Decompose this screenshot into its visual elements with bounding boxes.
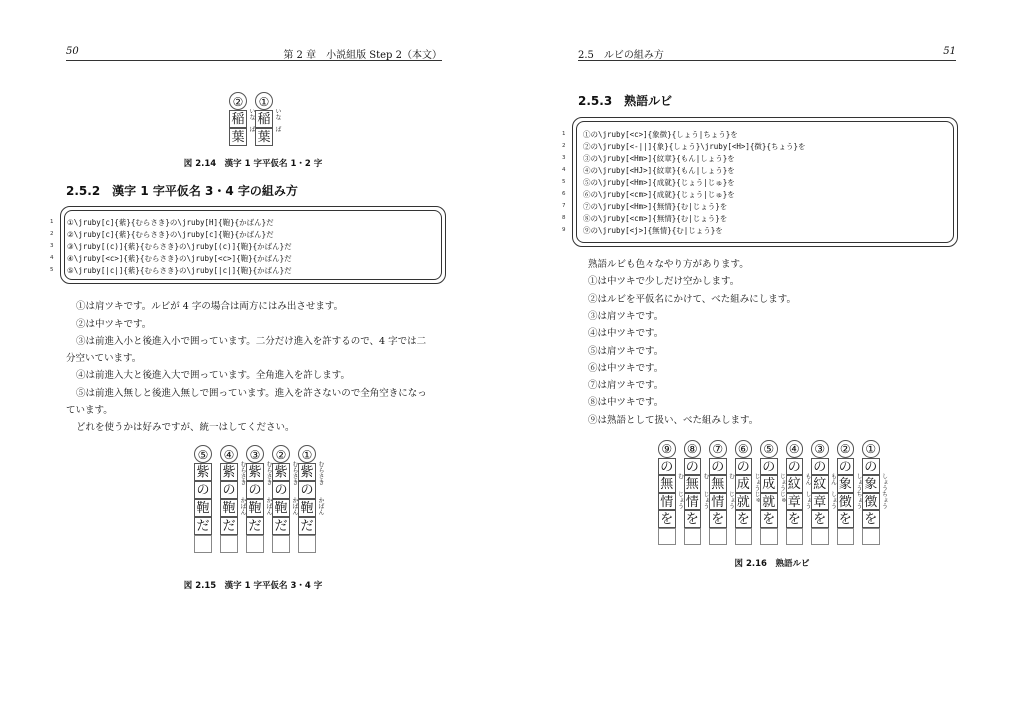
kanji-cell: 無 xyxy=(709,475,727,493)
kanji-cell: 章 xyxy=(786,493,804,511)
empty-cell xyxy=(709,528,727,546)
ruby-text: いな xyxy=(274,108,281,120)
section-heading: 2.5.2 漢字 1 字平仮名 3・4 字の組み方 xyxy=(66,184,298,198)
code-listing xyxy=(562,117,958,247)
body-text-line: ①は肩ツキです。ルビが 4 字の場合は両方にはみ出させます。 xyxy=(76,301,344,312)
circled-number: ⑧ xyxy=(684,440,702,458)
ruby-text: ちょう xyxy=(855,490,862,509)
kanji-cell: を xyxy=(862,510,880,528)
ruby-text: む xyxy=(727,473,735,479)
empty-cell xyxy=(684,528,702,546)
kanji-cell: の xyxy=(194,481,212,499)
running-head xyxy=(66,44,442,61)
figure-2-15 xyxy=(194,445,324,567)
section-running-title: 2.5 ルビの組み方 xyxy=(578,50,664,61)
code-line: ④の\jruby[<HJ>]{紋章}{もん|しょう}を xyxy=(583,166,735,175)
kanji-cell: の xyxy=(786,458,804,476)
body-text-line: 分空いています。 xyxy=(66,353,142,364)
circled-number: ① xyxy=(862,440,880,458)
kanji-cell: 徴 xyxy=(862,493,880,511)
line-number: 4 xyxy=(562,167,566,173)
code-line: ③の\jruby[<Hm>]{紋章}{もん|しょう}を xyxy=(583,154,735,163)
ruby-text: ば xyxy=(248,126,255,132)
figure-2-16 xyxy=(658,440,894,545)
figure-caption: 図 2.14 漢字 1 字平仮名 1・2 字 xyxy=(183,159,323,169)
ruby-text: む xyxy=(676,473,684,479)
kanji-cell: 鞄 xyxy=(298,499,316,517)
body-text-line: ています。 xyxy=(66,405,113,416)
circled-number: ⑥ xyxy=(735,440,753,458)
kanji-cell: 鞄 xyxy=(272,499,290,517)
body-text-line: ③は前進入小と後進入小で囲っています。二分だけ進入を許するので、4 字では二 xyxy=(76,336,427,347)
empty-cell xyxy=(246,535,264,553)
kanji-cell: 紫 xyxy=(194,463,212,481)
code-line: ①\jruby[c]{紫}{むらさき}の\jruby[H]{鞄}{かばん}だ xyxy=(67,218,274,227)
kanji-cell: 稲 xyxy=(255,110,273,128)
ruby-text: むらさき xyxy=(265,461,272,485)
kanji-cell: の xyxy=(298,481,316,499)
kanji-cell: の xyxy=(760,458,778,476)
circled-number: ⑨ xyxy=(658,440,676,458)
line-number: 1 xyxy=(50,219,54,225)
kanji-cell: の xyxy=(272,481,290,499)
circled-number: ① xyxy=(255,92,273,110)
circled-number: ⑤ xyxy=(760,440,778,458)
line-number: 7 xyxy=(562,203,566,209)
line-number: 2 xyxy=(562,143,566,149)
body-text-line: ⑥は中ツキです。 xyxy=(588,363,664,374)
kanji-cell: を xyxy=(735,510,753,528)
body-text-line: ②はルビを平仮名にかけて、べた組みにします。 xyxy=(588,294,797,305)
kanji-cell: 成 xyxy=(760,475,778,493)
ruby-text: しょう xyxy=(855,473,862,491)
kanji-cell: 就 xyxy=(735,493,753,511)
page-right xyxy=(512,0,1024,718)
empty-cell xyxy=(735,528,753,546)
kanji-cell: 紫 xyxy=(220,463,238,481)
kanji-cell: 稲 xyxy=(229,110,247,128)
ruby-text: もん xyxy=(829,473,837,485)
kanji-cell: 成 xyxy=(735,475,753,493)
circled-number: ② xyxy=(229,92,247,110)
ruby-text: じゅ xyxy=(778,490,786,503)
kanji-cell: 就 xyxy=(760,493,778,511)
kanji-cell: 象 xyxy=(837,475,855,493)
kanji-cell: だ xyxy=(194,517,212,535)
body-text-line: 熟語ルビも色々なやり方があります。 xyxy=(588,259,749,270)
figure-caption: 図 2.16 熟語ルビ xyxy=(734,559,810,569)
body-text-line: ⑨は熟語として扱い、べた組みします。 xyxy=(588,415,759,426)
kanji-cell: 徴 xyxy=(837,493,855,511)
ruby-text: じょう xyxy=(753,473,760,491)
ruby-text: かばん xyxy=(239,497,246,515)
kanji-cell: を xyxy=(684,510,702,528)
code-listing xyxy=(50,206,446,284)
kanji-cell: 情 xyxy=(684,493,702,511)
body-text-line: ⑦は肩ツキです。 xyxy=(588,380,664,391)
code-line: ⑧の\jruby[<cm>]{無情}{む|じょう}を xyxy=(583,214,728,223)
ruby-text: もん xyxy=(804,473,811,485)
ruby-text: かばん xyxy=(265,497,272,515)
ruby-text: かばん xyxy=(291,497,298,515)
body-text-line: ②は中ツキです。 xyxy=(76,319,152,330)
empty-cell xyxy=(811,528,829,546)
kanji-cell: 葉 xyxy=(255,128,273,146)
code-line: ⑦の\jruby[<Hm>]{無情}{む|じょう}を xyxy=(583,202,728,211)
body-text-line: どれを使うかは好みですが、統一はしてください。 xyxy=(76,422,295,433)
body-text-line: ①は中ツキで少しだけ空かします。 xyxy=(588,276,740,287)
code-line: ①の\jruby[<c>]{象徴}{しょう|ちょう}を xyxy=(583,130,738,139)
kanji-cell: だ xyxy=(298,517,316,535)
section-heading: 2.5.3 熟語ルビ xyxy=(578,94,673,108)
circled-number: ② xyxy=(272,445,290,463)
kanji-cell: の xyxy=(735,458,753,476)
empty-cell xyxy=(272,535,290,553)
ruby-text: しょう xyxy=(880,473,888,491)
ruby-text: ば xyxy=(274,126,281,132)
code-line: ④\jruby[<c>]{紫}{むらさき}の\jruby[<c>]{鞄}{かばん}だ xyxy=(67,254,292,263)
kanji-cell: 紋 xyxy=(811,475,829,493)
body-text-line: ③は肩ツキです。 xyxy=(588,311,664,322)
body-text-line: ⑧は中ツキです。 xyxy=(588,397,664,408)
kanji-cell: 鞄 xyxy=(246,499,264,517)
line-number: 9 xyxy=(562,227,566,233)
kanji-cell: を xyxy=(760,510,778,528)
kanji-cell: 紫 xyxy=(272,463,290,481)
kanji-cell: の xyxy=(862,458,880,476)
empty-cell xyxy=(194,535,212,553)
figure-caption: 図 2.15 漢字 1 字平仮名 3・4 字 xyxy=(183,581,323,591)
line-number: 1 xyxy=(562,131,566,137)
kanji-cell: の xyxy=(684,458,702,476)
kanji-cell: 鞄 xyxy=(220,499,238,517)
empty-cell xyxy=(862,528,880,546)
ruby-text: むらさき xyxy=(317,461,324,485)
kanji-cell: を xyxy=(658,510,676,528)
kanji-cell: 象 xyxy=(862,475,880,493)
circled-number: ④ xyxy=(220,445,238,463)
ruby-text: じょう xyxy=(778,473,786,491)
body-text-line: ④は前進入大と後進入大で囲っています。全角進入を許します。 xyxy=(76,370,350,381)
line-number: 8 xyxy=(562,215,566,221)
figure-2-14 xyxy=(229,92,281,148)
kanji-cell: 無 xyxy=(684,475,702,493)
kanji-cell: だ xyxy=(246,517,264,535)
page-number: 51 xyxy=(943,46,956,57)
kanji-cell: 無 xyxy=(658,475,676,493)
ruby-text: じょう xyxy=(727,490,735,509)
kanji-cell: の xyxy=(837,458,855,476)
ruby-text: しょう xyxy=(829,490,837,509)
empty-cell xyxy=(760,528,778,546)
ruby-text: じゅ xyxy=(753,490,760,503)
kanji-cell: 紫 xyxy=(246,463,264,481)
code-line: ⑤\jruby[|c|]{紫}{むらさき}の\jruby[|c|]{鞄}{かばん}だ xyxy=(67,266,292,275)
code-line: ②の\jruby[<-||]{象}{しょう}\jruby[<H>]{徴}{ちょう}を xyxy=(583,142,806,151)
kanji-cell: だ xyxy=(272,517,290,535)
ruby-text: むらさき xyxy=(239,461,246,485)
ruby-text: じょう xyxy=(676,490,684,509)
line-number: 5 xyxy=(562,179,566,185)
circled-number: ② xyxy=(837,440,855,458)
ruby-text: しょう xyxy=(804,490,811,509)
page-number: 50 xyxy=(66,46,79,57)
line-number: 2 xyxy=(50,231,54,237)
body-text-line: ④は中ツキです。 xyxy=(588,328,664,339)
code-line: ⑥の\jruby[<cm>]{成就}{じょう|じゅ}を xyxy=(583,190,735,199)
ruby-text: じょう xyxy=(702,490,709,509)
kanji-cell: 情 xyxy=(658,493,676,511)
code-line: ②\jruby[c]{紫}{むらさき}の\jruby[c]{鞄}{かばん}だ xyxy=(67,230,274,239)
circled-number: ③ xyxy=(246,445,264,463)
empty-cell xyxy=(786,528,804,546)
ruby-text: ちょう xyxy=(880,490,888,509)
kanji-cell: 章 xyxy=(811,493,829,511)
body-text-line: ⑤は肩ツキです。 xyxy=(588,346,664,357)
kanji-cell: の xyxy=(658,458,676,476)
kanji-cell: 紫 xyxy=(298,463,316,481)
code-line: ③\jruby[(c)]{紫}{むらさき}の\jruby[(c)]{鞄}{かばん}だ xyxy=(67,242,292,251)
kanji-cell: 紋 xyxy=(786,475,804,493)
line-number: 3 xyxy=(562,155,566,161)
empty-cell xyxy=(220,535,238,553)
kanji-cell: の xyxy=(246,481,264,499)
running-head xyxy=(578,44,956,61)
kanji-cell: を xyxy=(709,510,727,528)
kanji-cell: を xyxy=(837,510,855,528)
line-number: 3 xyxy=(50,243,54,249)
circled-number: ① xyxy=(298,445,316,463)
circled-number: ④ xyxy=(786,440,804,458)
circled-number: ⑤ xyxy=(194,445,212,463)
code-line: ⑨の\jruby[<j>]{無情}{む|じょう}を xyxy=(583,226,723,235)
ruby-text: かばん xyxy=(317,497,324,515)
ruby-text: むらさき xyxy=(291,461,298,485)
circled-number: ⑦ xyxy=(709,440,727,458)
kanji-cell: 情 xyxy=(709,493,727,511)
kanji-cell: 鞄 xyxy=(194,499,212,517)
kanji-cell: を xyxy=(786,510,804,528)
line-number: 5 xyxy=(50,267,54,273)
kanji-cell: の xyxy=(220,481,238,499)
body-text-line: ⑤は前進入無しと後進入無しで囲っています。進入を許さないので全角空きになっ xyxy=(76,388,427,399)
line-number: 6 xyxy=(562,191,566,197)
kanji-cell: 葉 xyxy=(229,128,247,146)
empty-cell xyxy=(837,528,855,546)
ruby-text: いな xyxy=(248,108,255,120)
empty-cell xyxy=(658,528,676,546)
line-number: 4 xyxy=(50,255,54,261)
ruby-text: む xyxy=(702,473,709,479)
kanji-cell: を xyxy=(811,510,829,528)
circled-number: ③ xyxy=(811,440,829,458)
chapter-title: 第 2 章 小説組版 Step 2（本文） xyxy=(283,50,442,61)
empty-cell xyxy=(298,535,316,553)
kanji-cell: だ xyxy=(220,517,238,535)
kanji-cell: の xyxy=(811,458,829,476)
code-line: ⑤の\jruby[<Hm>]{成就}{じょう|じゅ}を xyxy=(583,178,735,187)
kanji-cell: の xyxy=(709,458,727,476)
